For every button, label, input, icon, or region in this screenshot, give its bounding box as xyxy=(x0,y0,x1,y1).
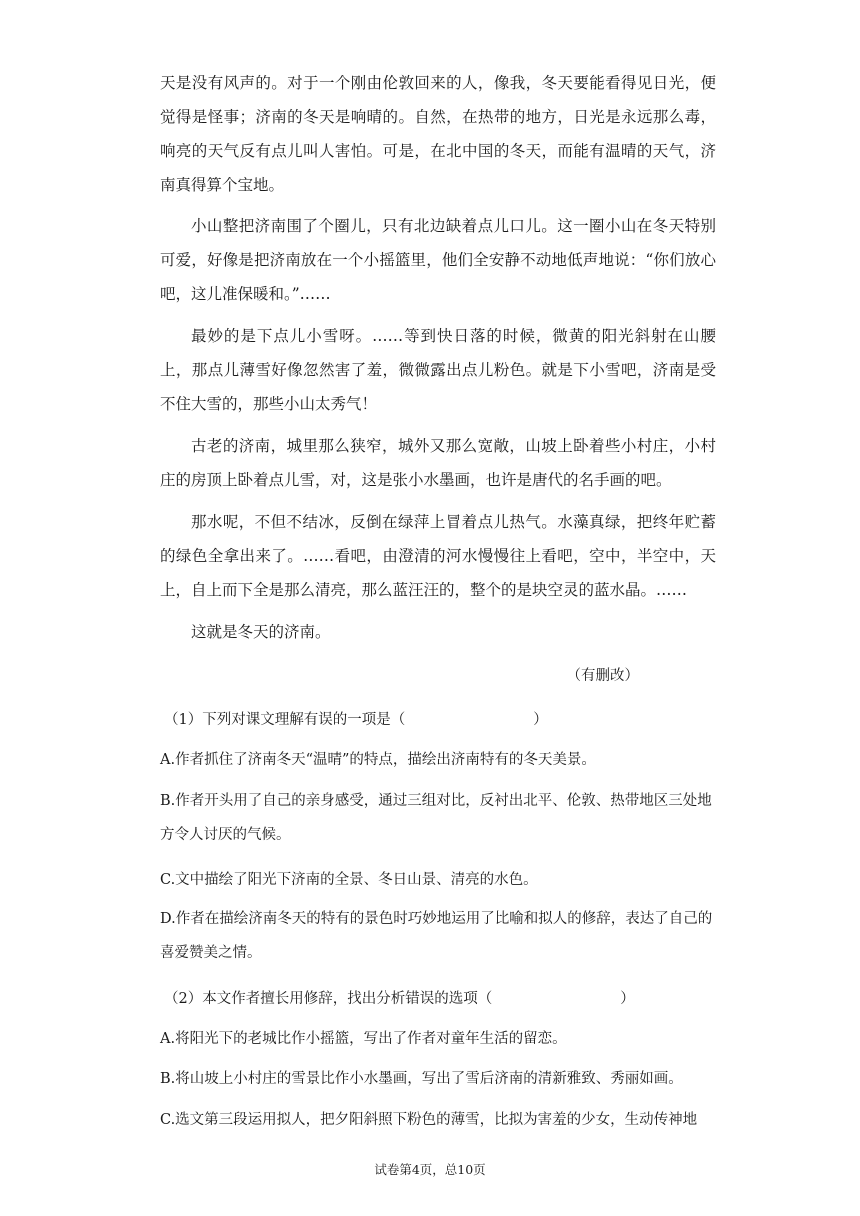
question-2-stem xyxy=(164,982,635,1016)
question-1-stem xyxy=(164,703,548,737)
question-1-option-d: D.作者在描绘济南冬天的特有的景色时巧妙地运用了比喻和拟人的修辞，表达了自己的喜爱赞美之情。 xyxy=(160,911,713,961)
passage-paragraph-6: 这就是冬天的济南。 xyxy=(191,623,331,641)
question-2-stem-text: （2）本文作者擅长用修辞，找出分析错误的选项（ xyxy=(164,991,493,1007)
page-footer: 试卷第4页，总10页 xyxy=(374,1162,486,1177)
question-2-stem-close: ） xyxy=(620,991,635,1007)
passage-paragraph-3: 最妙的是下点儿小雪呀。……等到快日落的时候，微黄的阳光斜射在山腰上，那点儿薄雪好像忽然害了羞，微微露出点儿粉色。就是下小雪吧，济南是受不住大雪的，那些小山太秀气！ xyxy=(160,327,716,413)
question-1-stem-text: （1）下列对课文理解有误的一项是（ xyxy=(164,712,406,728)
question-2-option-a: A.将阳光下的老城比作小摇篮，写出了作者对童年生活的留恋。 xyxy=(160,1031,567,1047)
question-1-stem-close: ） xyxy=(533,712,548,728)
question-1-option-c: C.文中描绘了阳光下济南的全景、冬日山景、清亮的水色。 xyxy=(160,872,538,888)
question-1-option-b: B.作者开头用了自己的亲身感受，通过三组对比，反衬出北平、伦敦、热带地区三处地方令人讨厌的气候。 xyxy=(160,793,712,843)
passage-paragraph-1: 天是没有风声的。对于一个刚由伦敦回来的人，像我，冬天要能看得见日光，便觉得是怪事；济南的冬天是响晴的。自然，在热带的地方，日光是永远那么毒，响亮的天气反有点儿叫人害怕。可是，在北中国的冬天，而能有温晴的天气，济南真得算个宝地。 xyxy=(160,74,716,194)
edit-note: （有删改） xyxy=(566,668,639,684)
question-1-option-a: A.作者抓住了济南冬天“温晴”的特点，描绘出济南特有的冬天美景。 xyxy=(160,752,596,768)
passage-paragraph-4: 古老的济南，城里那么狭窄，城外又那么宽敞，山坡上卧着些小村庄，小村庄的房顶上卧着点儿雪，对，这是张小水墨画，也许是唐代的名手画的吧。 xyxy=(160,437,716,489)
question-2-option-b: B.将山坡上小村庄的雪景比作小水墨画，写出了雪后济南的清新雅致、秀丽如画。 xyxy=(160,1071,683,1087)
passage-paragraph-2: 小山整把济南围了个圈儿，只有北边缺着点儿口儿。这一圈小山在冬天特别可爱，好像是把济南放在一个小摇篮里，他们全安静不动地低声地说：“你们放心吧，这儿准保暖和。”…… xyxy=(160,217,716,303)
passage-paragraph-5: 那水呢，不但不结冰，反倒在绿萍上冒着点儿热气。水藻真绿，把终年贮蓄的绿色全拿出来了。……看吧，由澄清的河水慢慢往上看吧，空中，半空中，天上，自上而下全是那么清亮，那么蓝汪汪的，整个的是块空灵的蓝水晶。…… xyxy=(160,513,716,599)
question-2-option-c: C.选文第三段运用拟人，把夕阳斜照下粉色的薄雪，比拟为害羞的少女，生动传神地 xyxy=(160,1112,698,1128)
